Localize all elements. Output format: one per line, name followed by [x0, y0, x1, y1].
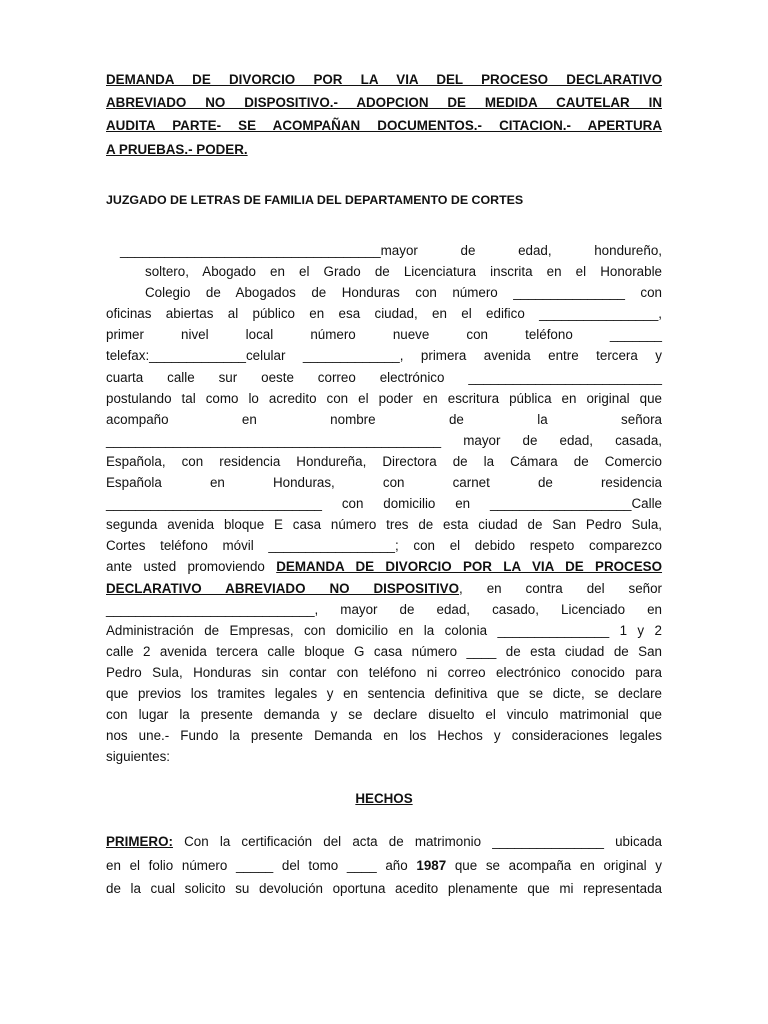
fact-line	[106, 854, 662, 878]
body-line: ___________________________________mayor de edad, hondureño,	[120, 243, 662, 258]
title-line: ABREVIADO NO DISPOSITIVO.- ADOPCION DE MEDIDA CAUTELAR IN	[106, 95, 662, 111]
body-line: oficinas abiertas al público en esa ciudad, en el edifico ________________,	[106, 306, 662, 322]
body-text: , en contra del señor	[459, 580, 662, 596]
fact-text: en el folio número _____ del tomo ____ año	[106, 857, 417, 873]
title-line: A PRUEBAS.- PODER.	[106, 141, 248, 157]
body-line: Española, con residencia Hondureña, Directora de la Cámara de Comercio	[106, 453, 662, 469]
body-line: segunda avenida bloque E casa número tres de esta ciudad de San Pedro Sula,	[106, 517, 662, 533]
body-line	[106, 556, 662, 577]
body-line: postulando tal como lo acredito con el poder en escritura pública en original que	[106, 390, 662, 406]
body-line: ____________________________, mayor de edad, casado, Licenciado en	[106, 601, 662, 617]
body-line: Cortes teléfono móvil _________________; con el debido respeto comparezco	[106, 538, 662, 554]
section-heading-hechos: HECHOS	[355, 791, 413, 806]
claim-title-part: DECLARATIVO ABREVIADO NO DISPOSITIVO	[106, 580, 460, 596]
title-line: DEMANDA DE DIVORCIO POR LA VIA DEL PROCESO DECLARATIVO	[106, 72, 662, 87]
body-line: siguientes:	[106, 749, 171, 765]
document-title	[106, 68, 662, 161]
body-line: _____________________________________________ mayor de edad, casada,	[106, 432, 662, 448]
body-line: que previos los tramites legales y en sentencia definitiva que se dicte, se declare	[106, 685, 662, 701]
body-line: Administración de Empresas, con domicilio en la colonia _______________ 1 y 2	[106, 622, 662, 638]
body-line: Española en Honduras, con carnet de residencia	[106, 475, 662, 491]
body-text: ante usted promoviendo	[106, 559, 277, 575]
title-line: AUDITA PARTE- SE ACOMPAÑAN DOCUMENTOS.- CITACION.- APERTURA	[106, 118, 662, 134]
body-line	[106, 578, 662, 599]
body-line: _____________________________ con domicilio en ___________________Calle	[106, 496, 662, 512]
body-line: soltero, Abogado en el Grado de Licenciatura inscrita en el Honorable	[145, 264, 662, 280]
body-line: cuarta calle sur oeste correo electrónico __________________________	[106, 369, 662, 385]
claim-title-part: DEMANDA DE DIVORCIO POR LA VIA DE PROCESO	[276, 559, 663, 575]
body-line: Colegio de Abogados de Honduras con número _______________ con	[145, 285, 662, 301]
body-line: nos une.- Fundo la presente Demanda en los Hechos y consideraciones legales	[106, 728, 662, 744]
facts-section	[106, 830, 662, 901]
fact-text: Con la certificación del acta de matrimonio _______________ ubicada	[172, 834, 662, 849]
body-line: Pedro Sula, Honduras sin contar con teléfono ni correo electrónico conocido para	[106, 664, 662, 680]
body-line: telefax:_____________celular _____________, primera avenida entre tercera y	[106, 348, 662, 364]
fact-line	[106, 830, 662, 854]
fact-year: 1987	[416, 857, 447, 873]
petition-body	[106, 240, 662, 767]
fact-text: que se acompaña en original y	[446, 857, 662, 873]
body-line: calle 2 avenida tercera calle bloque G casa número ____ de esta ciudad de San	[106, 643, 662, 659]
court-heading: JUZGADO DE LETRAS DE FAMILIA DEL DEPARTAMENTO DE CORTES	[106, 193, 524, 207]
body-line: acompaño en nombre de la señora	[106, 411, 662, 427]
fact-label: PRIMERO:	[106, 834, 173, 849]
body-line: primer nivel local número nueve con teléfono _______	[106, 327, 662, 343]
body-line: con lugar la presente demanda y se declare disuelto el vinculo matrimonial que	[106, 707, 662, 723]
fact-line: de la cual solicito su devolución oportuna acedito plenamente que mi representada	[106, 881, 662, 896]
